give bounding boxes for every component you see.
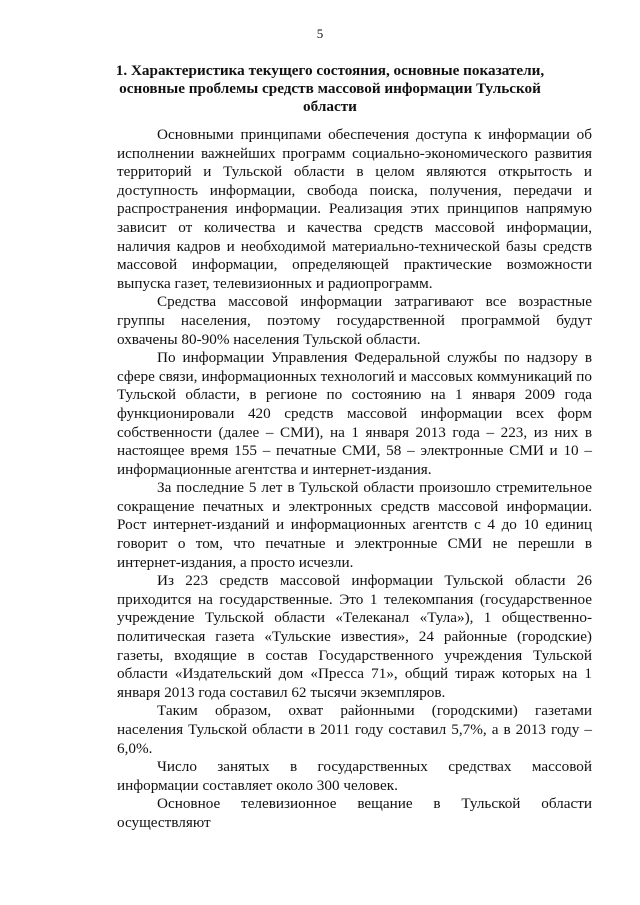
- paragraph-state-media: Из 223 средств массовой информации Тульской области 26 приходится на государственные. Это 1 телекомпания (государственное учреждение Тульской области «Телеканал «Тула»), 1 общественно-политическая газета «Тульские известия», 24 районные (городские) газеты, входящие в состав Государственного учреждения Тульской области «Издательский дом «Пресса 71», общий тираж которых на 1 января 2013 года составил 62 тысячи экземпляров.: [117, 572, 592, 701]
- paragraph-newspaper-coverage: Таким образом, охват районными (городскими) газетами населения Тульской области в 2011 году составил 5,7%, а в 2013 году – 6,0%.: [117, 702, 592, 757]
- section-heading: 1. Характеристика текущего состояния, основные показатели, основные проблемы средств массовой информации Тульской области: [115, 62, 545, 115]
- body-text: [117, 126, 592, 833]
- page-number: 5: [316, 26, 324, 41]
- paragraph-decline: За последние 5 лет в Тульской области произошло стремительное сокращение печатных и электронных средств массовой информации. Рост интернет-изданий и информационных агентств с 4 до 10 единиц говорит о том, что печатные и электронные СМИ не перешли в интернет-издания, а просто исчезли.: [117, 479, 592, 571]
- paragraph-coverage: Средства массовой информации затрагивают все возрастные группы населения, поэтому государственной программой будут охвачены 80-90% населения Тульской области.: [117, 293, 592, 348]
- paragraph-employment: Число занятых в государственных средствах массовой информации составляет около 300 человек.: [117, 758, 592, 794]
- paragraph-roskomnadzor: По информации Управления Федеральной службы по надзору в сфере связи, информационных технологий и массовых коммуникаций по Тульской области, в регионе по состоянию на 1 января 2009 года функционировали 420 средств массовой информации всех форм собственности (далее – СМИ), на 1 января 2013 года – 223, из них в настоящее время 155 – печатные СМИ, 58 – электронные СМИ и 10 – информационные агентства и интернет-издания.: [117, 349, 592, 478]
- paragraph-tv-broadcasting: Основное телевизионное вещание в Тульской области осуществляют: [117, 795, 592, 831]
- paragraph-principles: Основными принципами обеспечения доступа к информации об исполнении важнейших программ социально-экономического развития территорий и Тульской области в целом являются открытость и доступность информации, свобода поиска, получения, передачи и распространения информации. Реализация этих принципов напрямую зависит от количества и качества средств массовой информации, наличия кадров и необходимой материально-технической базы средств массовой информации, определяющей практические возможности выпуска газет, телевизионных и радиопрограмм.: [117, 126, 592, 292]
